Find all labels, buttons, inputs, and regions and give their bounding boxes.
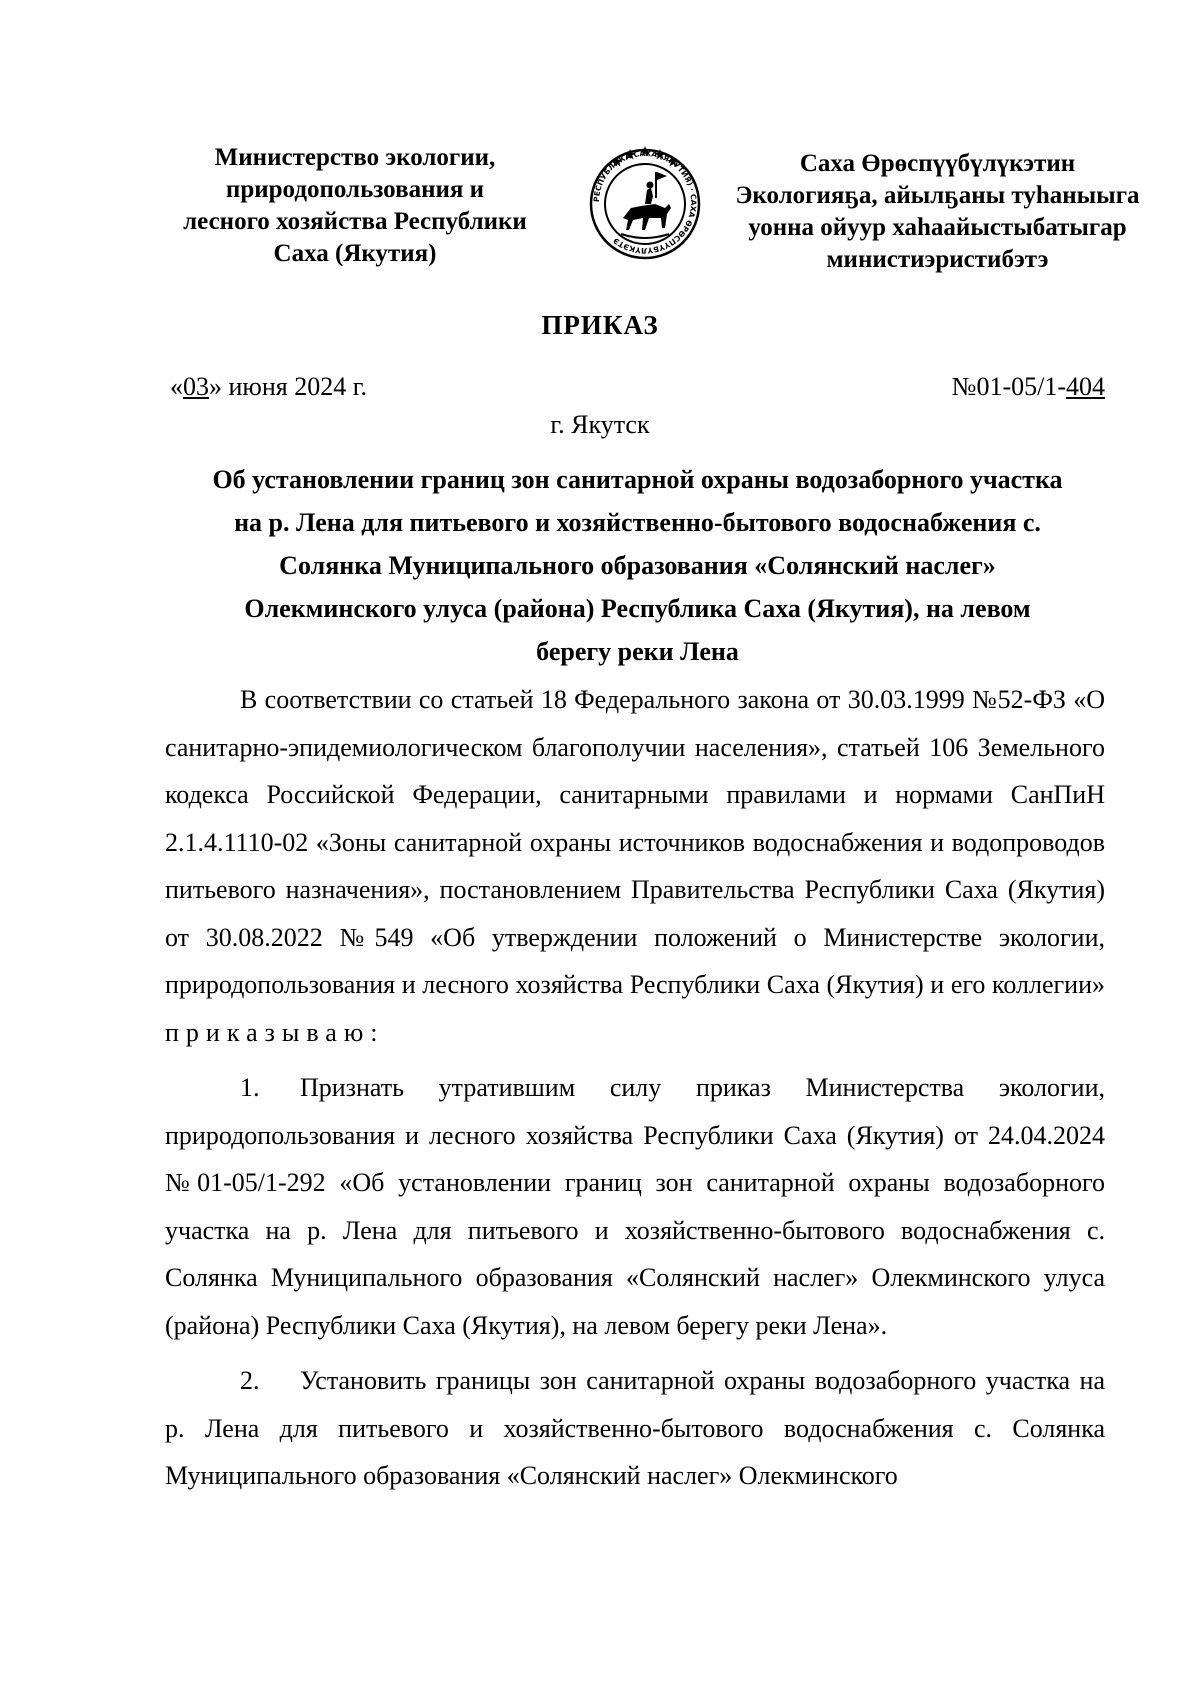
ministry-line: Саха (Якутия) [273,240,437,267]
issue-city: г. Якутск [550,410,650,439]
ministry-line: Экологияҕа, айылҕаны туһаныыга [735,182,1140,209]
item-number: 2. [240,1366,260,1395]
order-date [170,372,367,402]
document-type-title: ПРИКАЗ [541,310,659,340]
ministry-line: лесного хозяйства Республики [183,208,527,235]
subject-line: Солянка Муниципального образования «Солянский наслег» [279,551,996,580]
ministry-line: природопользования и [225,176,485,203]
subject-line: Об установлении границ зон санитарной охраны водозаборного участка [212,465,1063,494]
date-day: 03 [183,372,209,401]
ministry-line: уонна ойуур хаһаайыстыбатыгар [748,214,1127,241]
ministry-line: Министерство экологии, [214,144,496,171]
order-word: приказываю: [165,1017,385,1047]
ministry-name-yakut [730,148,1145,276]
order-item [165,1064,1105,1349]
subject-line: берегу реки Лена [536,637,739,666]
date-open-quote: « [170,372,183,401]
item-number: 1. [240,1073,260,1102]
order-item [165,1357,1105,1500]
order-number [952,372,1105,402]
subject-line: Олекминского улуса (района) Республика Саха (Якутия), на левом [244,594,1031,623]
order-number-prefix: №01-05/1- [951,372,1066,401]
emblem-ring-text: РЕСПУБЛИКА САХА (ЯКУТИЯ) · САХА ӨРӨСПҮҮБҮЛҮКЭТЭ [591,148,699,256]
ministry-line: Саха Өрөспүүбүлүкэтин [799,150,1076,177]
coat-of-arms-icon [585,138,705,266]
order-number-suffix: 404 [1066,372,1105,401]
ministry-line: министиэристибэтэ [826,246,1049,273]
order-subject [170,458,1105,673]
item-text: Признать утратившим силу приказ Министерства экологии, природопользования и лесного хозяйства Республики Саха (Якутия) от 24.04.2024 №01-05/1-292 «Об установлении границ зон санитарной охраны водозаборного участка на р. Лена для питьевого и хозяйственно-бытового водоснабжения с. Солянка Муниципального образования «Солянский наслег» Олекминского улуса (района) Республики Саха (Якутия), на левом берегу реки Лена». [165,1073,1105,1340]
ministry-name-russian [165,142,545,270]
preamble-text: В соответствии со статьей 18 Федерального закона от 30.03.1999 №52-ФЗ «О санитарно-эпидемиологическом благополучии населения», статьей 106 Земельного кодекса Российской Федерации, санитарными правилами и нормами СанПиН 2.1.4.1110-02 «Зоны санитарной охраны источников водоснабжения и водопроводов питьевого назначения», постановлением Правительства Республики Саха (Якутия) от 30.08.2022 №549 «Об утверждении положений о Министерстве экологии, природопользования и лесного хозяйства Республики Саха (Якутия) и его коллегии» [165,685,1105,999]
preamble-paragraph [165,676,1105,1056]
order-body [165,676,1105,1500]
subject-line: на р. Лена для питьевого и хозяйственно-бытового водоснабжения с. [234,508,1041,537]
item-text: Установить границы зон санитарной охраны водозаборного участка на р. Лена для питьевого и хозяйственно-бытового водоснабжения с. Солянка Муниципального образования «Солянский наслег» Олекминского [165,1366,1105,1490]
date-month-year: » июня 2024 г. [209,372,367,401]
